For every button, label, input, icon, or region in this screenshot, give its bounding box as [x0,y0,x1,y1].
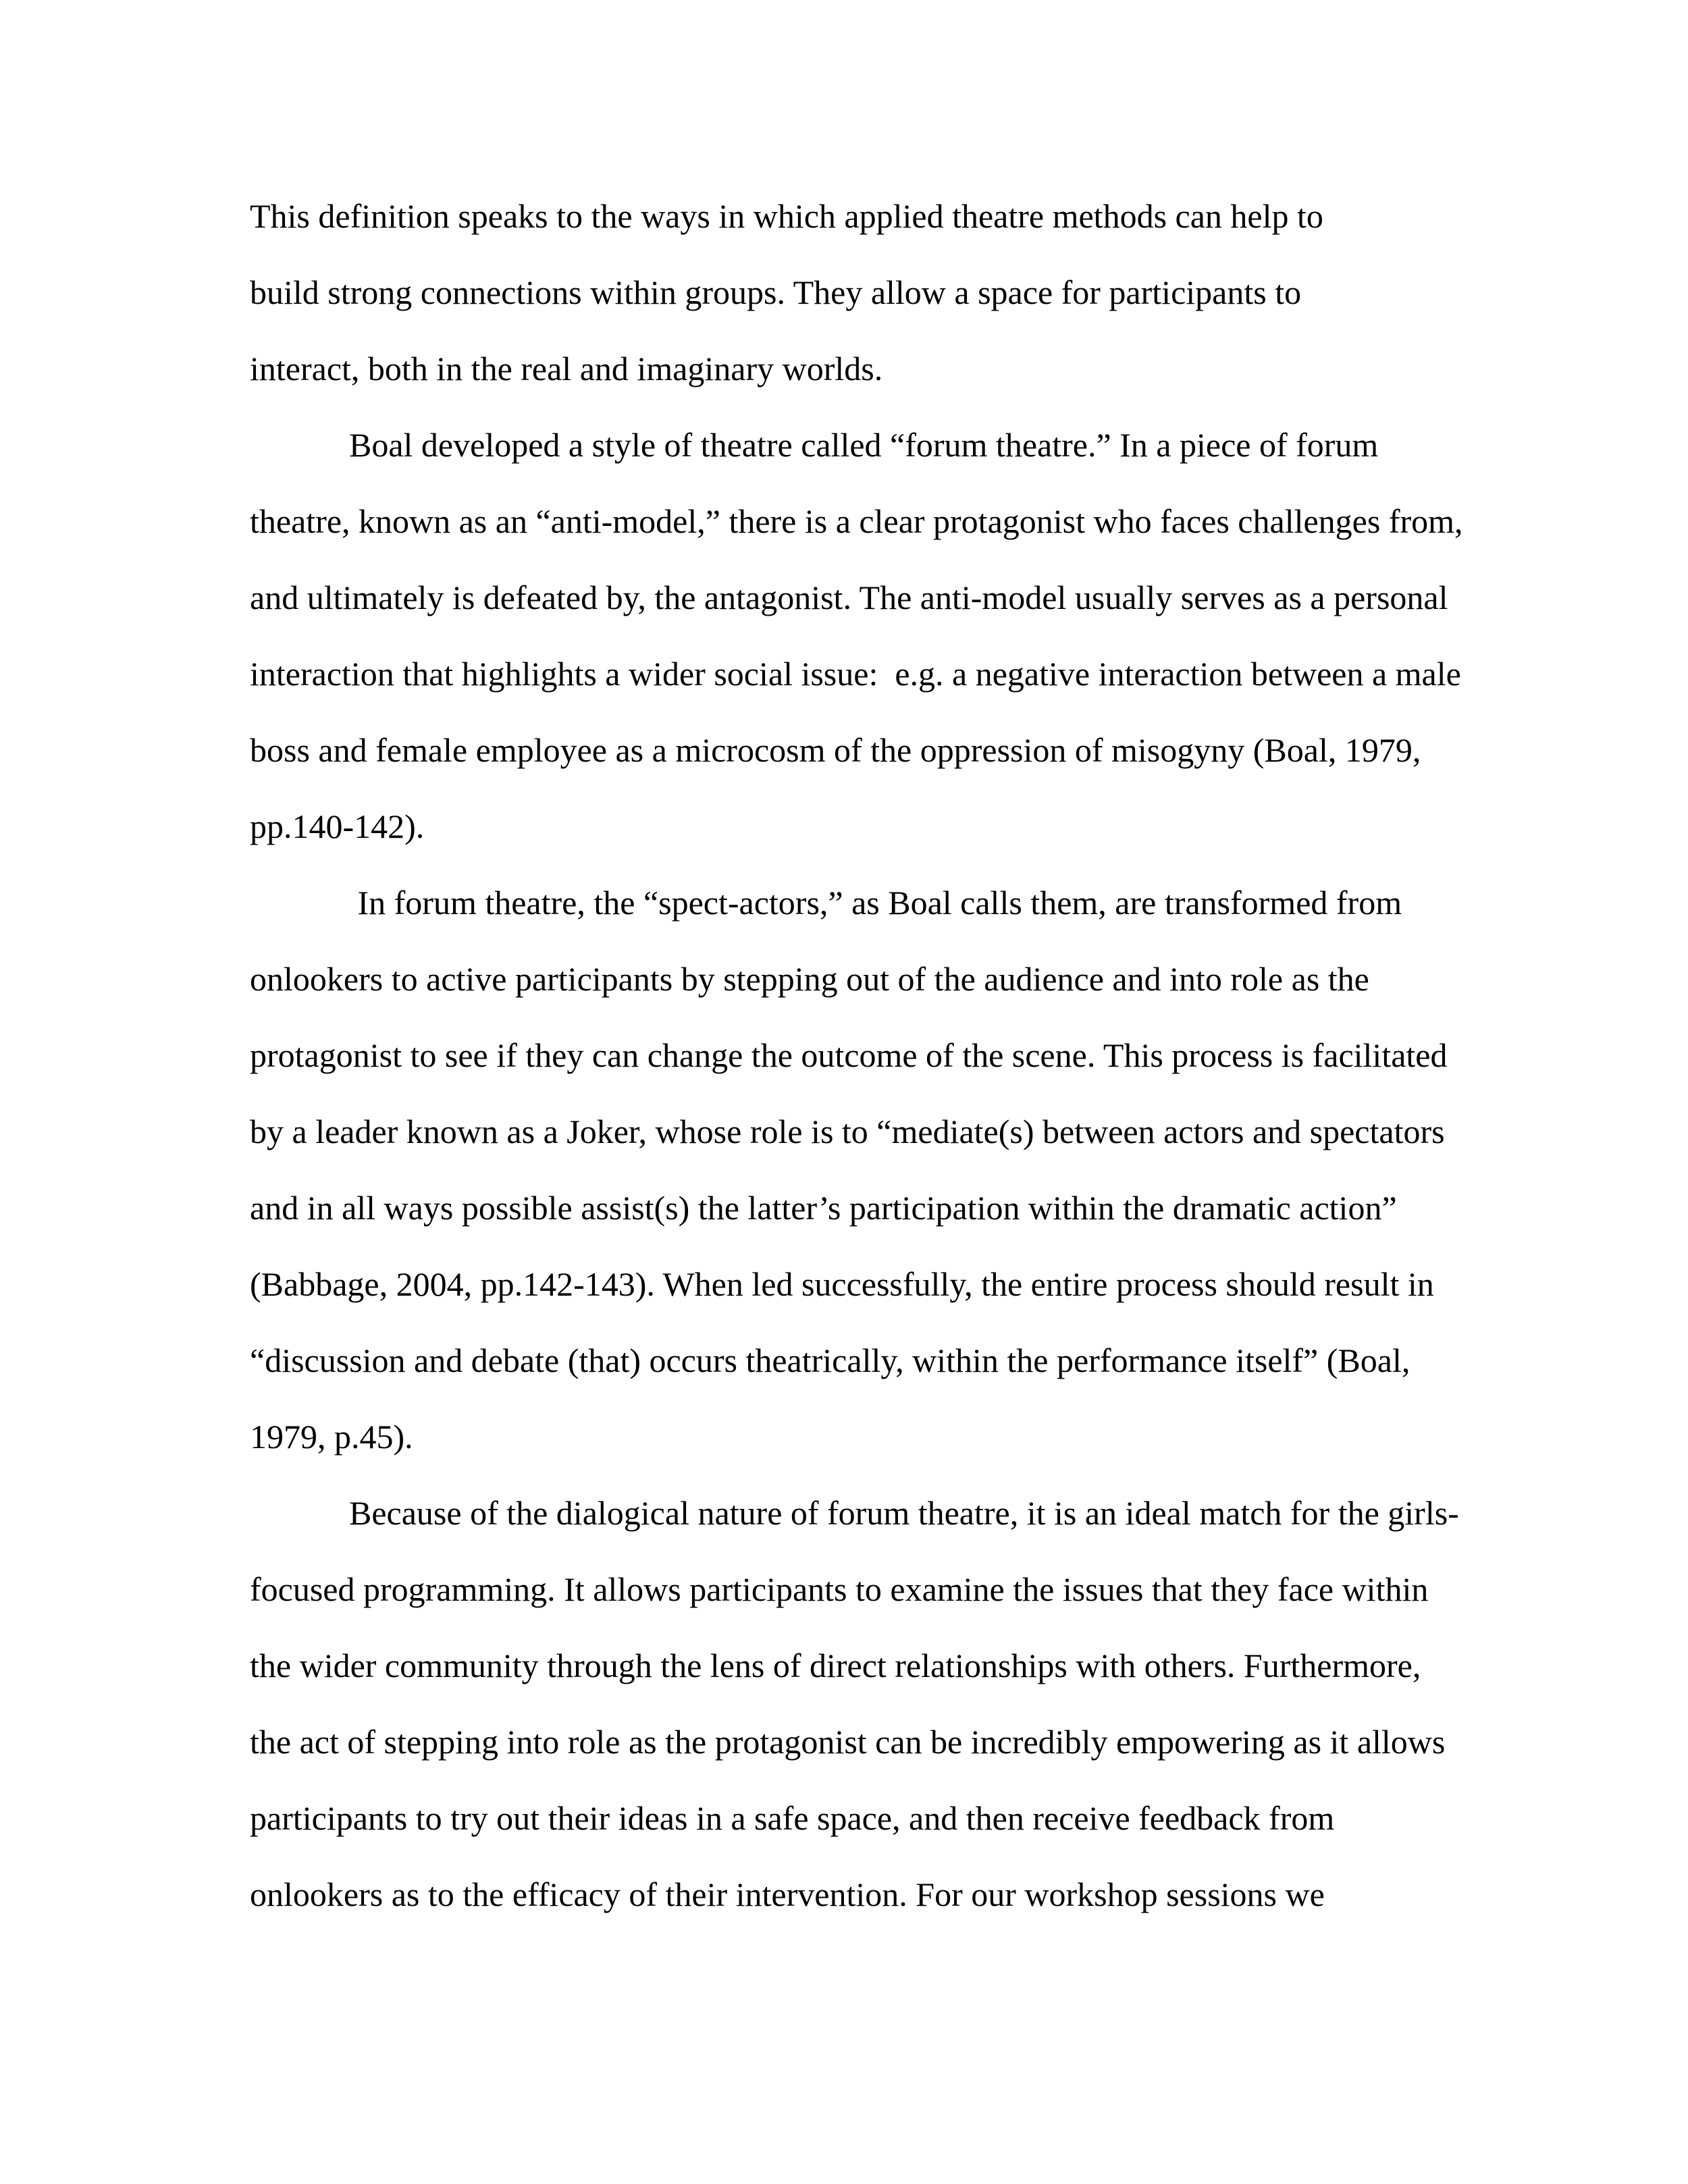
text-line: This definition speaks to the ways in which applied theatre methods can help to [250,197,1323,235]
text-line: the act of stepping into role as the protagonist can be incredibly empowering as it allows [250,1723,1446,1761]
text-line: onlookers to active participants by stepping out of the audience and into role as the [250,960,1369,998]
paragraph-3 [250,865,1465,1475]
text-line: onlookers as to the efficacy of their intervention. For our workshop sessions we [250,1875,1325,1913]
text-line: and ultimately is defeated by, the antagonist. The anti-model usually serves as a personal [250,579,1448,616]
text-line: Because of the dialogical nature of forum theatre, it is an ideal match for the girls- [349,1494,1459,1532]
text-line: interaction that highlights a wider social issue: e.g. a negative interaction between a male [250,655,1461,693]
text-line: 1979, p.45). [250,1418,413,1456]
text-line: by a leader known as a Joker, whose role is to “mediate(s) between actors and spectators [250,1113,1445,1150]
text-line: “discussion and debate (that) occurs theatrically, within the performance itself” (Boal, [250,1341,1410,1379]
text-line: focused programming. It allows participants to examine the issues that they face within [250,1570,1429,1608]
text-line: interact, both in the real and imaginary worlds. [250,350,883,388]
text-line: In forum theatre, the “spect-actors,” as Boal calls them, are transformed from [349,884,1402,922]
paragraph-4 [250,1475,1465,1933]
text-line: boss and female employee as a microcosm of the oppression of misogyny (Boal, 1979, [250,731,1421,769]
text-line: protagonist to see if they can change the outcome of the scene. This process is facilitated [250,1036,1448,1074]
text-line: participants to try out their ideas in a safe space, and then receive feedback from [250,1799,1335,1837]
paragraph-1 [250,178,1465,407]
text-line: build strong connections within groups. They allow a space for participants to [250,273,1302,311]
text-line: (Babbage, 2004, pp.142-143). When led successfully, the entire process should result in [250,1265,1434,1303]
text-line: theatre, known as an “anti-model,” there is a clear protagonist who faces challenges from, [250,502,1463,540]
document-text [250,178,1465,1933]
text-line: Boal developed a style of theatre called “forum theatre.” In a piece of forum [349,426,1379,464]
paragraph-2 [250,407,1465,865]
text-line: and in all ways possible assist(s) the latter’s participation within the dramatic action” [250,1189,1397,1227]
text-line: pp.140-142). [250,807,425,845]
text-line: the wider community through the lens of direct relationships with others. Furthermore, [250,1647,1421,1684]
